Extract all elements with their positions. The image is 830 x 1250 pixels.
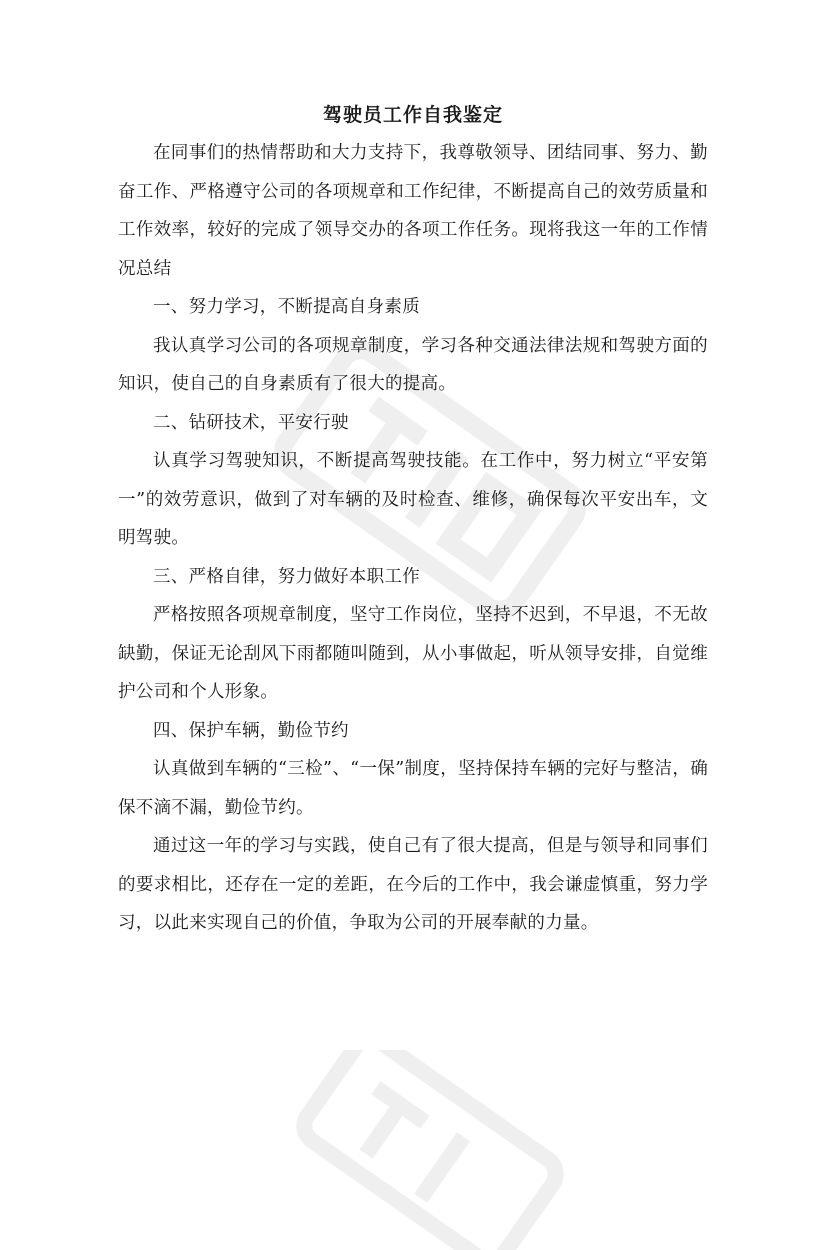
paragraph-section-3: 严格按照各项规章制度，坚守工作岗位，坚持不迟到，不早退，不无故缺勤，保证无论刮风下雨都随叫随到，从小事做起，听从领导安排，自觉维护公司和个人形象。 [118, 605, 708, 702]
paragraph-section-2: 认真学习驾驶知识，不断提高驾驶技能。在工作中，努力树立“平安第一”的效劳意识，做到了对车辆的及时检查、维修，确保每次平安出车，文明驾驶。 [118, 451, 708, 548]
paragraph-intro: 在同事们的热情帮助和大力支持下，我尊敬领导、团结同事、努力、勤奋工作、严格遵守公司的各项规章和工作纪律，不断提高自己的效劳质量和工作效率，较好的完成了领导交办的各项工作任务。现将我这一年的工作情况总结 [118, 143, 708, 279]
document-title: 驾驶员工作自我鉴定 [322, 104, 503, 126]
heading-section-2: 二、钻研技术，平安行驶 [153, 412, 349, 433]
heading-section-1: 一、努力学习，不断提高自身素质 [153, 297, 420, 317]
heading-section-3: 三、严格自律，努力做好本职工作 [153, 566, 420, 587]
paragraph-section-4: 认真做到车辆的“三检”、“一保”制度，坚持保持车辆的完好与整洁，确保不滴不漏，勤俭节约。 [118, 759, 708, 818]
paragraph-conclusion: 通过这一年的学习与实践，使自己有了很大提高，但是与领导和同事们的要求相比，还存在一定的差距，在今后的工作中，我会谦虚慎重，努力学习，以此来实现自己的价值，争取为公司的开展奉献的力量。 [118, 836, 708, 933]
paragraph-section-1: 我认真学习公司的各项规章制度，学习各种交通法律法规和驾驶方面的知识，使自己的自身素质有了很大的提高。 [118, 335, 708, 394]
watermark-logo-bottom [280, 1050, 580, 1250]
heading-section-4: 四、保护车辆，勤俭节约 [153, 720, 349, 741]
document-body [118, 96, 708, 943]
